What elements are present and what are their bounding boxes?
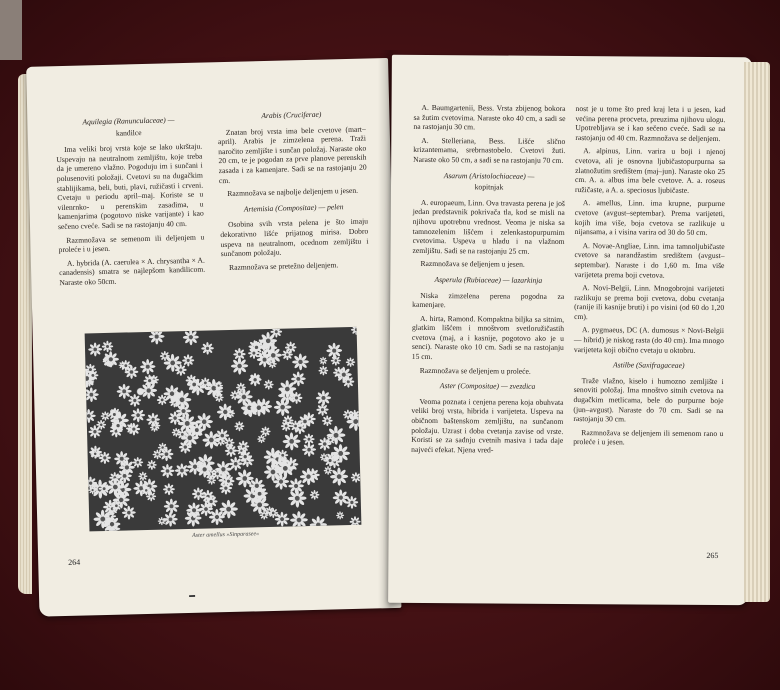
flower-mark [140, 359, 156, 375]
paragraph: Razmnožava se pretežno deljenjem. [228, 259, 339, 272]
paragraph: A. alpinus, Linn. varira u boji i njenoj cvetova, ali je osnovna ljubičastopurpurna sa zlatnožutim središtem (maj–jun). Naraste oko 25 cm. A. a. albus ima bele cvetove. A. a. roseus ružičaste, a A. a. speciosus ljubičaste. [574, 146, 726, 195]
flower-mark [231, 357, 249, 375]
paragraph: Traže vlažno, kiselo i humozno zemljište i senoviti položaj. Ima mnoštvo sitnih cvetova na dugačkim metlicama, bele do purpurne boje (jun–avgust). Naraste do 70 cm. Sadi se na rastojanju 30 cm. [573, 375, 724, 424]
flower-mark [122, 506, 136, 520]
flower-mark [127, 423, 140, 436]
flower-mark [152, 449, 162, 459]
paragraph: Razmnožava se semenom ili deljenjem u proleće i u jesen. [58, 232, 205, 255]
paragraph: Razmnožava se najbolje deljenjem u jesen. [227, 185, 359, 199]
paragraph: Ima veliki broj vrsta koje se lako ukrštaju. Uspevaju na neutralnom zemljištu, koje treba da je umereno vlažno. Pogoduju im i sunčani i polusenoviti položaji. Cvetovi su na dugačkim stablijikama, beli, buti, plavi, ružičasti i crveni. Cvetaju u periodu april–maj. Koriste se u vilenrnko- u perenskim zasadima, u kamenjarima (pogotovo niske varijante) i kao sečeno cveće. Sadi se na rastojanju 40 cm. [56, 141, 204, 232]
flower-mark [88, 342, 102, 356]
page-number-right: 265 [706, 550, 719, 561]
flower-mark [149, 329, 165, 345]
flower-mark [319, 357, 327, 365]
paragraph: Niska zimzelena perena pogodna za kamenjare. [412, 290, 565, 310]
heading-arabis: Arabis (Cruciferae) [261, 109, 322, 121]
flower-mark [183, 329, 199, 345]
flower-mark [192, 487, 205, 500]
flower-mark [201, 342, 214, 355]
flower-mark [158, 517, 166, 525]
page-stack-right [744, 62, 770, 602]
flower-mark [164, 498, 180, 514]
paragraph: Razmnožava se deljenjem u jesen. [420, 259, 525, 269]
flower-mark [147, 460, 157, 470]
open-book [18, 50, 770, 610]
flower-mark [331, 355, 341, 365]
paragraph: A. europaeum, Linn. Ova travasta perena je još jedan predstavnik pokrivača tla, kod se misli na njihovu upotrebnu vrednost. Veoma je niska sa tamnozelenim lišćem i zelenkastopurpurnim cvetovima. Uspeva u hladu i na vlažnom zemljištu. Sadi se na rastojanju 25 cm. [412, 197, 565, 256]
flower-mark [316, 390, 332, 406]
flower-mark [316, 403, 329, 416]
flower-mark [282, 432, 300, 450]
flower-mark [117, 384, 132, 399]
left-column-1 [55, 109, 205, 292]
flower-mark [324, 466, 333, 475]
heading-astilbe: Astilbe (Saxifragaceae) [612, 360, 685, 371]
flower-mark [351, 327, 362, 335]
flower-mark [175, 463, 189, 477]
flower-mark [128, 394, 141, 407]
heading-asarum: Asarum (Aristolochiaceae) — [443, 170, 535, 181]
flower-mark [249, 373, 262, 386]
flower-mark [99, 452, 111, 464]
flower-mark [310, 490, 320, 500]
flower-mark [101, 411, 111, 421]
paragraph: A. Novi-Belgii, Linn. Mnogobrojni varijeteti razlikuju se prema boji cvetova, dobu cvetanja (ranije ili kasnije bruti) i po visini (od 60 do 1,20 cm). [574, 283, 725, 321]
flower-mark [260, 426, 270, 436]
heading-aquilegia: Aquilegia (Ranunculaceae) — [82, 115, 175, 127]
flower-mark [209, 509, 225, 525]
flower-mark [300, 468, 318, 486]
scribble-mark: ▬ [189, 592, 196, 600]
flower-mark [349, 516, 360, 527]
flower-mark [336, 511, 344, 519]
flower-mark [346, 357, 356, 367]
flower-mark [318, 366, 328, 376]
left-column-2 [217, 103, 369, 277]
paragraph: Razmnožava se deljenjem u proleće. [419, 365, 531, 376]
paragraph: Znatan broj vrsta ima bele cvetove (mart–april). Arabis je zimzelena perena. Traži naročito zemljište i sunčan položaj. Naraste oko 20 cm, te je pogodan za prve planove perenskih zasada i za kamenjare. Sadi se na rastojanju 20 cm. [217, 124, 367, 185]
flower-mark [330, 467, 349, 486]
flower-mark [163, 483, 175, 495]
subheading-kandilce: kandilce [115, 127, 142, 138]
page-number-left: 264 [68, 557, 81, 567]
flower-mark [290, 511, 308, 529]
flower-mark [85, 387, 99, 402]
left-page [26, 58, 401, 617]
heading-artemisia: Artemisia (Compositae) — pelen [243, 201, 344, 214]
flower-mark [292, 353, 309, 370]
paragraph: A. pygmaeus, DC (A. dumosus × Novi-Belgii — hibrid) je niskog rasta (do 40 cm). Ima mnogo varijeteta koji obično cvetaju u oktobru. [573, 325, 725, 355]
paragraph: Razmnožava se deljenjem ili semenom rano u proleće i u jesen. [573, 427, 724, 447]
heading-asperula: Asperula (Rubiaceae) — lazarkinja [434, 274, 543, 285]
paragraph: A. amellus, Linn. ima krupne, purpurne cvetove (avgust–septembar). Prema varijeteti, kojih ima više, boja cvetova se razlikuje u nijansama, a i visina varira od 30 do 50 cm. [574, 198, 725, 238]
paragraph: nost je u tome što pred kraj leta i u jesen, kad većina perena procveta, preuzima njihovu ulogu. Upotrebljava se i kao sečeno cveće. Sadi se na rastojanju od 40 cm. Razmnožava se deljenjem. [575, 104, 726, 143]
paragraph: Osobina svih vrsta pelena je što imaju dekorativno lišće prijatnog mirisa. Dobro uspeva na neutralnom, ocednom zemljištu i sunčanom položaju. [220, 216, 369, 259]
flower-mark [102, 341, 114, 353]
flower-mark [160, 464, 174, 478]
right-column-1 [411, 103, 565, 459]
photo-caption: Aster amellus »Sinparasee« [192, 531, 260, 539]
paragraph: A. Baumgartenii, Bess. Vrsta zbijenog bokora sa žutim cvetovima. Naraste oko 40 cm, a sadi se na rastojanju 30 cm. [413, 102, 566, 132]
right-page [388, 55, 752, 605]
flower-mark [257, 435, 266, 444]
flower-mark [303, 433, 315, 445]
flower-mark [163, 512, 178, 527]
flower-mark [182, 354, 194, 366]
paragraph: A. Novae-Angliae, Linn. ima tamnoljubičaste cvetove sa narandžastim središtem (avgust–septembar). Naraste i do 1,60 m. Ima više varijeteta prema boji cvetova. [574, 240, 725, 280]
subheading-kopitnjak: kopitnjak [474, 182, 504, 192]
flower-mark [132, 457, 143, 468]
paragraph: Veoma poznata i cenjena perena koja obuhvata veliki broj vrsta, hibrida i varijeteta. Uspeva na običnom baštenskom zemljištu, na sunčanom položaju. Uzrast i doba cvetanja zavise od vrste. Koristi se za sadnju cvetnih masiva i tada daje najveći efekat. Njena vred- [411, 396, 564, 455]
flower-photo [85, 327, 362, 532]
flower-mark [326, 343, 342, 359]
flower-mark [275, 512, 290, 527]
flower-mark [138, 472, 147, 481]
flower-mark [322, 415, 333, 426]
paragraph: A. Stelleriana, Bess. Lišće slično krizantemama, srebrnastobelo. Cvetovi žuti. Naraste oko 50 cm, a sadi se na rastojanju 70 cm. [413, 135, 566, 165]
flower-mark [157, 395, 168, 406]
paragraph: A. hirta, Ramond. Kompaktna biljka sa sitnim, glatkim lišćem i mnoštvom svetloružičastih cvetova (maj, a i kasnije, pogotovo ako je u senci). Naraste oko 10 cm. Sadi se na rastojanju 15 cm. [411, 313, 565, 362]
right-column-2 [573, 104, 725, 452]
flower-mark [217, 403, 234, 420]
flower-mark [288, 478, 304, 494]
flower-mark [131, 408, 145, 422]
flower-mark [234, 421, 244, 431]
flower-mark [351, 472, 362, 483]
heading-aster: Aster (Compositae) — zvezdica [439, 381, 536, 392]
paragraph: A. hybrida (A. caerulea × A. chrysantha × A. canadensis) smatra se najlepšom kandilicom. Naraste oko 50cm. [59, 255, 206, 288]
flower-mark [264, 380, 274, 390]
flower-mark [85, 409, 96, 423]
